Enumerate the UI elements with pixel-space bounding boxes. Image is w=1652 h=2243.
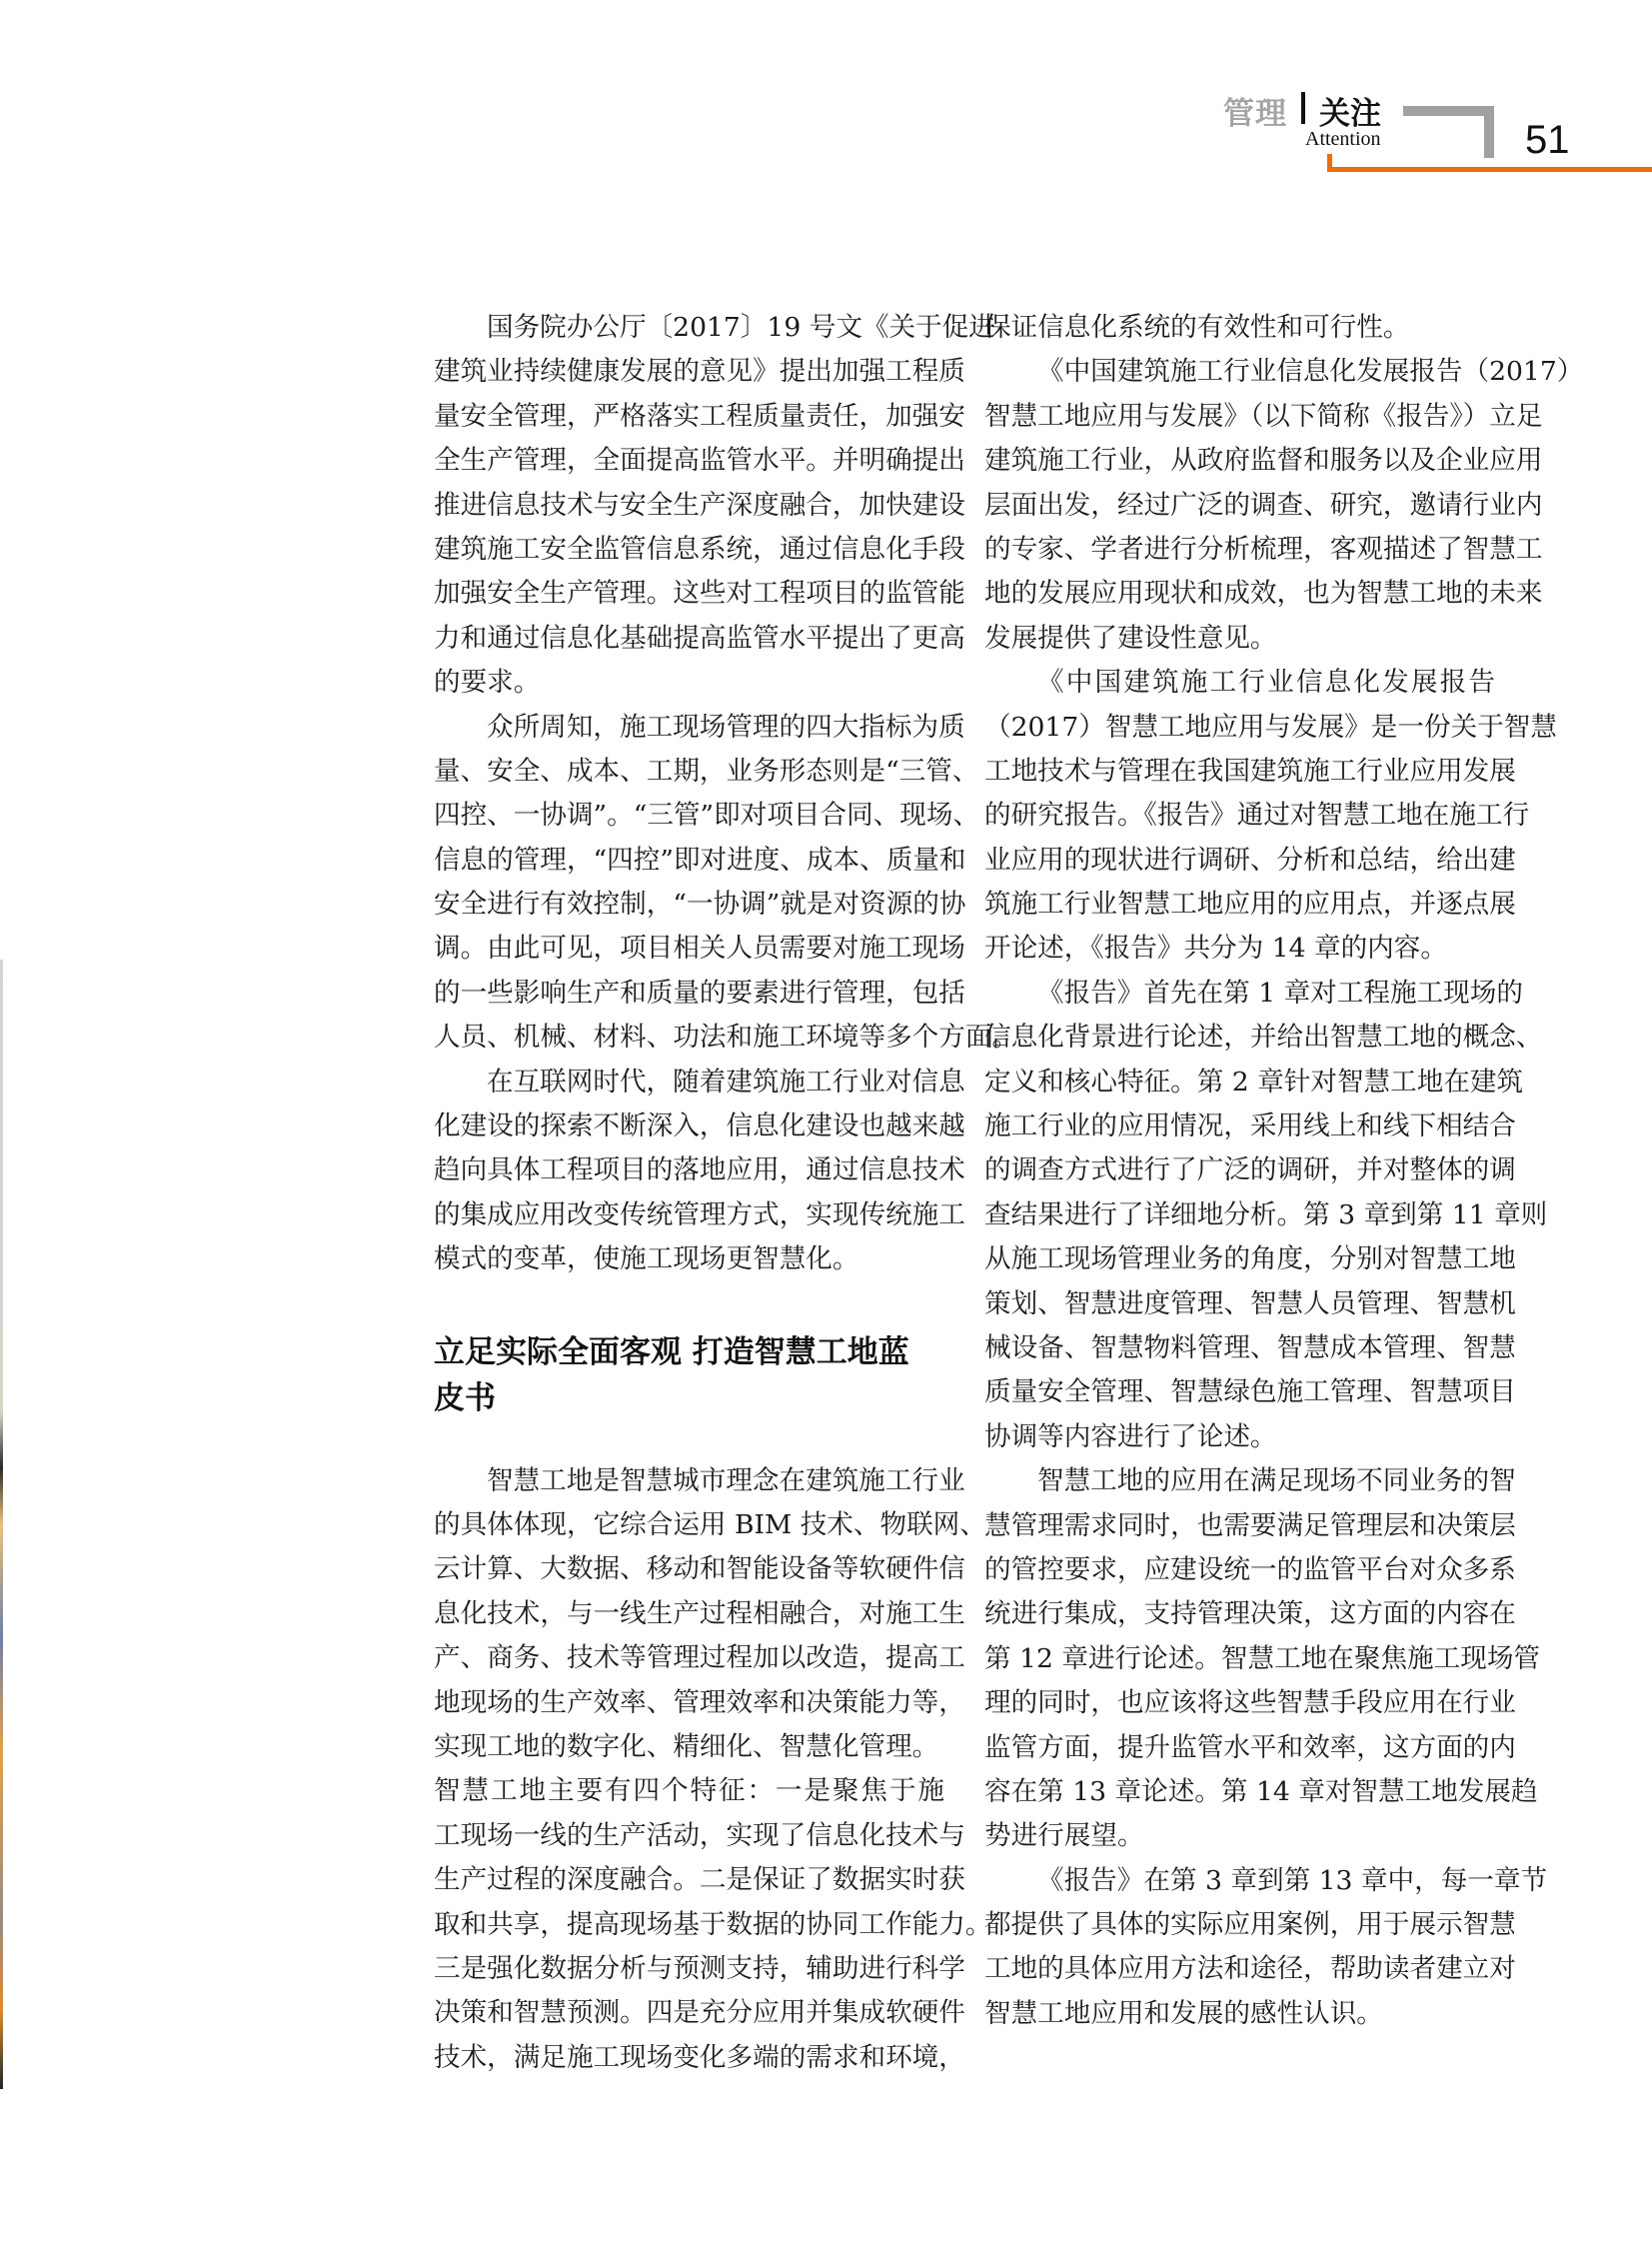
text-line: 云计算、大数据、移动和智能设备等软硬件信 [434, 1553, 965, 1585]
text-line: 的集成应用改变传统管理方式，实现传统施工 [434, 1198, 965, 1230]
text-line: 模式的变革，使施工现场更智慧化。 [434, 1243, 859, 1275]
text-line: 的专家、学者进行分析梳理，客观描述了智慧工 [984, 533, 1543, 565]
text-line: 地现场的生产效率、管理效率和决策能力等， [434, 1686, 965, 1718]
text-line: 《报告》在第 3 章到第 13 章中，每一章节 [1037, 1864, 1548, 1896]
text-line: 力和通过信息化基础提高监管水平提出了更高 [434, 622, 965, 654]
text-line: 智慧工地是智慧城市理念在建筑施工行业 [487, 1464, 965, 1496]
text-line: 协调等内容进行了论述。 [984, 1420, 1277, 1452]
paragraph [984, 661, 1557, 972]
text-line: 业应用的现状进行调研、分析和总结，给出建 [984, 844, 1516, 876]
text-line: 慧管理需求同时，也需要满足管理层和决策层 [984, 1509, 1516, 1541]
paragraph [984, 306, 1495, 350]
text-line: 工地技术与管理在我国建筑施工行业应用发展 [984, 755, 1516, 787]
text-line: 的管控要求，应建设统一的监管平台对众多系 [984, 1553, 1516, 1585]
text-line: 查结果进行了详细地分析。第 3 章到第 11 章则 [984, 1198, 1548, 1230]
text-line: 量、安全、成本、工期，业务形态则是“三管、 [434, 755, 979, 787]
text-line: 理的同时，也应该将这些智慧手段应用在行业 [984, 1687, 1516, 1719]
text-line: 监管方面，提升监管水平和效率，这方面的内 [984, 1731, 1516, 1763]
text-line: 取和共享，提高现场基于数据的协同工作能力。 [434, 1908, 992, 1940]
text-line: 产、商务、技术等管理过程加以改造，提高工 [434, 1642, 965, 1674]
text-line: 《中国建筑施工行业信息化发展报告（2017） [1037, 356, 1584, 388]
text-line: 四控、一协调”。“三管”即对项目合同、现场、 [434, 800, 980, 832]
page-number: 51 [1525, 118, 1570, 162]
text-line: 策划、智慧进度管理、智慧人员管理、智慧机 [984, 1287, 1516, 1319]
text-line: 《报告》首先在第 1 章对工程施工现场的 [1037, 977, 1523, 1009]
text-line: 械设备、智慧物料管理、智慧成本管理、智慧 [984, 1331, 1516, 1363]
left-column [434, 306, 1019, 2080]
text-line: 的调查方式进行了广泛的调研，并对整体的调 [984, 1154, 1516, 1186]
text-line: 息化技术，与一线生产过程相融合，对施工生 [434, 1597, 965, 1629]
text-line: 容在第 13 章论述。第 14 章对智慧工地发展趋 [984, 1775, 1538, 1807]
gray-bracket-decoration-vertical [1484, 106, 1494, 158]
text-line: 实现工地的数字化、精细化、智慧化管理。 [434, 1730, 939, 1762]
text-line: 建筑施工行业，从政府监督和服务以及企业应用 [984, 445, 1543, 477]
text-line: 发展提供了建设性意见。 [984, 622, 1277, 654]
text-line: 保证信息化系统的有效性和可行性。 [984, 312, 1410, 343]
text-line: 《中国建筑施工行业信息化发展报告 [1037, 667, 1495, 699]
text-line: 质量安全管理、智慧绿色施工管理、智慧项目 [984, 1376, 1516, 1408]
text-line: 施工行业的应用情况，采用线上和线下相结合 [984, 1111, 1516, 1142]
text-line: 趋向具体工程项目的落地应用，通过信息技术 [434, 1154, 965, 1186]
paragraph [434, 1061, 965, 1282]
text-line: 在互联网时代，随着建筑施工行业对信息 [487, 1066, 965, 1098]
text-line: 化建设的探索不断深入，信息化建设也越来越 [434, 1111, 965, 1142]
text-line: 技术，满足施工现场变化多端的需求和环境， [434, 2041, 965, 2073]
text-line: 国务院办公厅〔2017〕19 号文《关于促进 [487, 312, 995, 343]
text-line: 定义和核心特征。第 2 章针对智慧工地在建筑 [984, 1066, 1524, 1098]
text-line: 的研究报告。《报告》通过对智慧工地在施工行 [984, 800, 1530, 832]
text-line: 的一些影响生产和质量的要素进行管理，包括 [434, 977, 965, 1009]
text-line: 信息的管理，“四控”即对进度、成本、质量和 [434, 844, 966, 876]
gray-bracket-decoration [1403, 106, 1494, 116]
text-line: 筑施工行业智慧工地应用的应用点，并逐点展 [984, 889, 1516, 921]
text-line: 开论述，《报告》共分为 14 章的内容。 [984, 933, 1447, 965]
text-line: 智慧工地的应用在满足现场不同业务的智 [1037, 1465, 1516, 1497]
text-line: 调。由此可见，项目相关人员需要对施工现场 [434, 933, 965, 965]
text-line: 生产过程的深度融合。二是保证了数据实时获 [434, 1864, 965, 1896]
text-line: 决策和智慧预测。四是充分应用并集成软硬件 [434, 1997, 965, 2029]
adjacent-page-edge [0, 960, 3, 2089]
text-line: 三是强化数据分析与预测支持，辅助进行科学 [434, 1952, 965, 1984]
text-line: 势进行展望。 [984, 1820, 1144, 1852]
section-heading [434, 1329, 944, 1421]
section-divider [1301, 92, 1305, 124]
text-line: 建筑业持续健康发展的意见》提出加强工程质 [434, 356, 965, 388]
text-line: 信息化背景进行论述，并给出智慧工地的概念、 [984, 1022, 1543, 1054]
text-line: 智慧工地主要有四个特征：一是聚焦于施 [434, 1775, 944, 1807]
text-line: 工地的具体应用方法和途径，帮助读者建立对 [984, 1953, 1516, 1985]
text-line: 立足实际全面客观 打造智慧工地蓝 [434, 1333, 909, 1370]
text-line: 量安全管理，严格落实工程质量责任，加强安 [434, 400, 965, 432]
paragraph [984, 972, 1548, 1459]
text-line: 全生产管理，全面提高监管水平。并明确提出 [434, 445, 965, 477]
section-label-attention: 关注 [1319, 96, 1381, 132]
text-line: 层面出发，经过广泛的调查、研究，邀请行业内 [984, 489, 1543, 521]
text-line: （2017）智慧工地应用与发展》是一份关于智慧 [984, 711, 1557, 743]
paragraph [984, 350, 1584, 661]
right-column [984, 306, 1584, 2036]
text-line: 都提供了具体的实际应用案例，用于展示智慧 [984, 1909, 1516, 1941]
text-line: 人员、机械、材料、功法和施工环境等多个方面。 [434, 1022, 1019, 1054]
paragraph [434, 1459, 986, 1770]
text-line: 地的发展应用现状和成效，也为智慧工地的未来 [984, 578, 1543, 610]
text-line: 工现场一线的生产活动，实现了信息化技术与 [434, 1819, 965, 1851]
paragraph [984, 1859, 1548, 2037]
text-line: 众所周知，施工现场管理的四大指标为质 [487, 711, 965, 743]
paragraph [434, 706, 1019, 1061]
paragraph [434, 1769, 992, 2080]
text-line: 的要求。 [434, 667, 541, 699]
text-line: 第 12 章进行论述。智慧工地在聚焦施工现场管 [984, 1642, 1541, 1674]
section-label-management: 管理 [1223, 96, 1287, 132]
text-line: 智慧工地应用与发展》（以下简称《报告》）立足 [984, 400, 1543, 432]
text-line: 统进行集成，支持管理决策，这方面的内容在 [984, 1598, 1516, 1630]
text-line: 推进信息技术与安全生产深度融合，加快建设 [434, 489, 965, 521]
section-label-english: Attention [1305, 128, 1381, 150]
paragraph [434, 306, 995, 706]
text-line: 皮书 [434, 1379, 496, 1416]
text-line: 智慧工地应用和发展的感性认识。 [984, 1997, 1383, 2029]
text-line: 从施工现场管理业务的角度，分别对智慧工地 [984, 1243, 1516, 1275]
paragraph [984, 1459, 1541, 1859]
text-line: 加强安全生产管理。这些对工程项目的监管能 [434, 578, 965, 610]
text-line: 的具体体现，它综合运用 BIM 技术、物联网、 [434, 1508, 986, 1540]
orange-header-rule [1327, 167, 1652, 172]
text-line: 安全进行有效控制，“一协调”就是对资源的协 [434, 889, 966, 921]
text-line: 建筑施工安全监管信息系统，通过信息化手段 [434, 533, 965, 565]
